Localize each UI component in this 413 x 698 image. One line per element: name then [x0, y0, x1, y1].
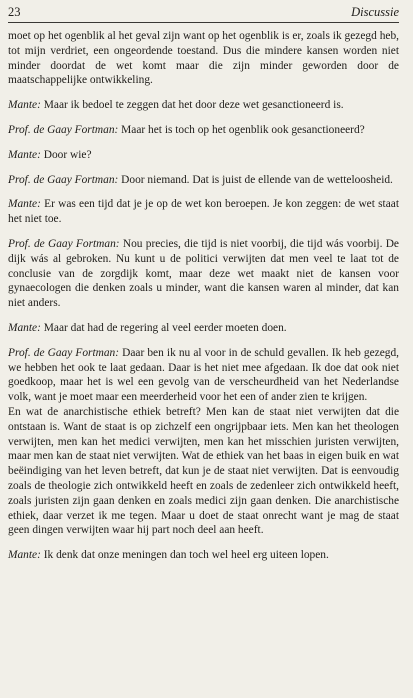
paragraph-text: Daar ben ik nu al voor in de schuld gevallen. Ik heb gezegd, we hebben het ook te laat gedaan. Daar is het niet mee afgedaan. Ik doe dat ook niet goedkoop, maar het is wel een gevolg van de verscheurdheid van het Nederlandse volk, want je moet maar een meerderheid voor het een of ander zien te krijgen.: [8, 346, 399, 404]
paragraph: [8, 321, 399, 336]
speaker-name: Mante:: [8, 198, 41, 211]
page-number: 23: [8, 5, 21, 19]
speaker-name: Mante:: [8, 148, 41, 161]
running-header: [8, 4, 399, 23]
document-body: [8, 29, 399, 563]
paragraph-text: Maar het is toch op het ogenblik ook gesanctioneerd?: [121, 123, 365, 136]
paragraph: [8, 197, 399, 227]
paragraph: [8, 346, 399, 405]
paragraph: [8, 173, 399, 188]
paragraph: [8, 29, 399, 88]
speaker-name: Mante:: [8, 321, 41, 334]
paragraph-text: En wat de anarchistische ethiek betreft? Men kan de staat niet verwijten dat die ontstaan is. Want de staat is op zichzelf een ongrijpbaar iets. Men kan het theologen verwijten, men kan het medici verwijten, men kan het misschien juristen verwijten, maar men kan de staat niet verwijten. Wat de ethiek van het baas in eigen buik en wat beëindiging van het leven betreft, dat kun je de staat niet verwijten. Dat is eenvoudig zoals de theologie zich ontwikkeld heeft en zoals de zedenleer zich ontwikkeld heeft, zoals juristen zijn gaan denken en zoals medici zijn gaan denken. Die anarchistische ethiek, daar verzet ik me tegen. Maar u doet de staat onrecht want je mag de staat geen dingen verwijten waar hij part noch deel aan heeft.: [8, 405, 399, 537]
paragraph: [8, 148, 399, 163]
paragraph-text: Maar ik bedoel te zeggen dat het door deze wet gesanctioneerd is.: [43, 99, 344, 112]
speaker-name: Prof. de Gaay Fortman:: [8, 346, 120, 359]
paragraph: [8, 98, 399, 113]
paragraph: [8, 405, 399, 538]
speaker-name: Mante:: [8, 549, 41, 562]
section-title: Discussie: [351, 5, 399, 19]
paragraph-text: Ik denk dat onze meningen dan toch wel heel erg uiteen lopen.: [43, 549, 329, 562]
paragraph-text: moet op het ogenblik al het geval zijn want op het ogenblik is er, zoals ik gezegd heb, tot mijn verdriet, een ongeordende toestand. Dus die mindere kansen worden niet minder doordat de wet komt maar die zijn minder geworden door de maatschappelijke ontwikkeling.: [8, 30, 399, 87]
paragraph-text: Nou precies, die tijd is niet voorbij, die tijd wás voorbij. De dijk wás al gebroken. Nu kunt u de politici verwijten dat men veel te laat tot de conclusie van de zorgdijk komt, maar deze wet maakt niet de kansen voor gynaecologen die denken zoals u minder, want die kansen waren al minder, dat kan niet anders.: [8, 237, 399, 310]
paragraph-text: Er was een tijd dat je je op de wet kon beroepen. Je kon zeggen: de wet staat het niet toe.: [8, 198, 399, 226]
paragraph: [8, 123, 399, 138]
speaker-name: Prof. de Gaay Fortman:: [8, 237, 120, 250]
paragraph: [8, 237, 399, 311]
speaker-name: Mante:: [8, 99, 41, 112]
paragraph-text: Door niemand. Dat is juist de ellende van de wetteloosheid.: [121, 173, 393, 186]
speaker-name: Prof. de Gaay Fortman:: [8, 123, 119, 136]
paragraph-text: Maar dat had de regering al veel eerder moeten doen.: [43, 321, 287, 334]
paragraph: [8, 548, 399, 563]
paragraph-text: Door wie?: [43, 148, 92, 161]
speaker-name: Prof. de Gaay Fortman:: [8, 173, 119, 186]
